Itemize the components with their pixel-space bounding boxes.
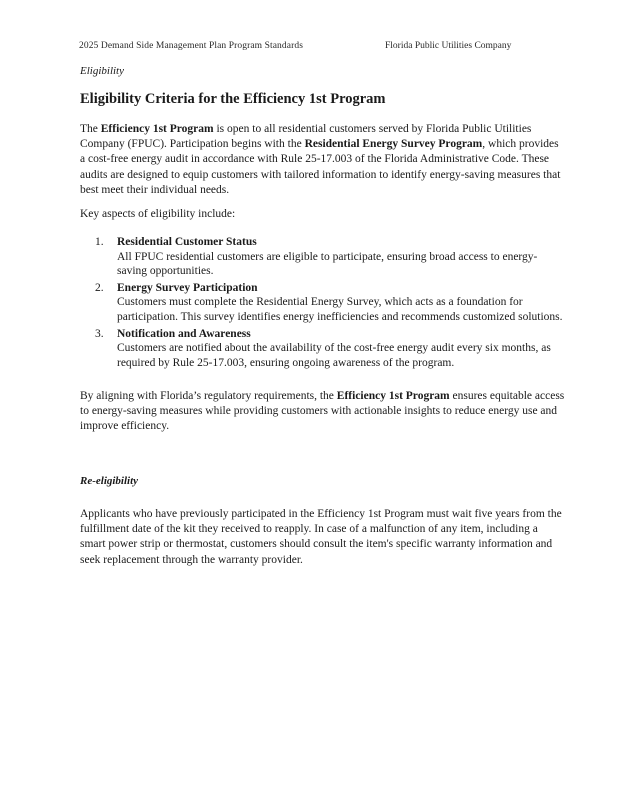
eligibility-list (95, 235, 567, 372)
closing-text-1: By aligning with Florida’s regulatory requirements, the (80, 390, 337, 402)
section-heading-eligibility: Eligibility (80, 65, 124, 77)
list-item-heading: Residential Customer Status (117, 236, 257, 248)
intro-paragraph (80, 122, 566, 198)
list-item (95, 235, 567, 279)
list-item-heading: Notification and Awareness (117, 327, 251, 340)
intro-text-3: , which provides a cost-free energy audit in accordance with Rule 25-17.003 of the Florida Administrative Code. These audits are designed to equip customers with tailored information to identify energy-saving measures that best meet their individual needs. (80, 138, 561, 196)
intro-bold-survey: Residential Energy Survey Program (304, 138, 483, 151)
intro-text-1: The (80, 123, 101, 135)
list-item-text: Customers must complete the Residential Energy Survey, which acts as a foundation for participation. This survey identifies energy inefficiencies and recommends customized solutions. (117, 296, 563, 323)
reeligibility-paragraph: Applicants who have previously participated in the Efficiency 1st Program must wait five years from the fulfillment date of the kit they received to reapply. In case of a malfunction of any item, including a smart power strip or thermostat, customers should consult the item's specific warranty information and seek replacement through the warranty provider. (80, 508, 562, 566)
list-item-text: All FPUC residential customers are eligible to participate, ensuring broad access to energy-saving opportunities. (117, 250, 538, 278)
header-right: Florida Public Utilities Company (385, 41, 512, 51)
list-item-number: 3. (95, 327, 104, 340)
page-title: Eligibility Criteria for the Efficiency 1st Program (80, 91, 386, 107)
list-item (95, 327, 567, 371)
list-item-text: Customers are notified about the availability of the cost-free energy audit every six months, as required by Rule 25-17.003, ensuring ongoing awareness of the program. (117, 342, 551, 369)
list-item-number: 2. (95, 281, 104, 294)
list-item-number: 1. (95, 236, 104, 248)
section-heading-reeligibility: Re-eligibility (80, 475, 139, 487)
closing-paragraph (80, 389, 566, 435)
intro-bold-program: Efficiency 1st Program (100, 123, 214, 135)
closing-bold-program: Efficiency 1st Program (336, 390, 450, 402)
closing-text-2: ensures equitable access to energy-saving measures while providing customers with actionable insights to reduce energy use and improve efficiency. (80, 390, 565, 433)
list-item (95, 281, 567, 325)
header-left: 2025 Demand Side Management Plan Program Standards (79, 41, 303, 51)
list-item-heading: Energy Survey Participation (117, 281, 258, 294)
intro-text-2: is open to all residential customers served by Florida Public Utilities Company (FPUC). Participation begins with the (80, 123, 532, 151)
key-aspects-paragraph: Key aspects of eligibility include: (80, 208, 236, 220)
